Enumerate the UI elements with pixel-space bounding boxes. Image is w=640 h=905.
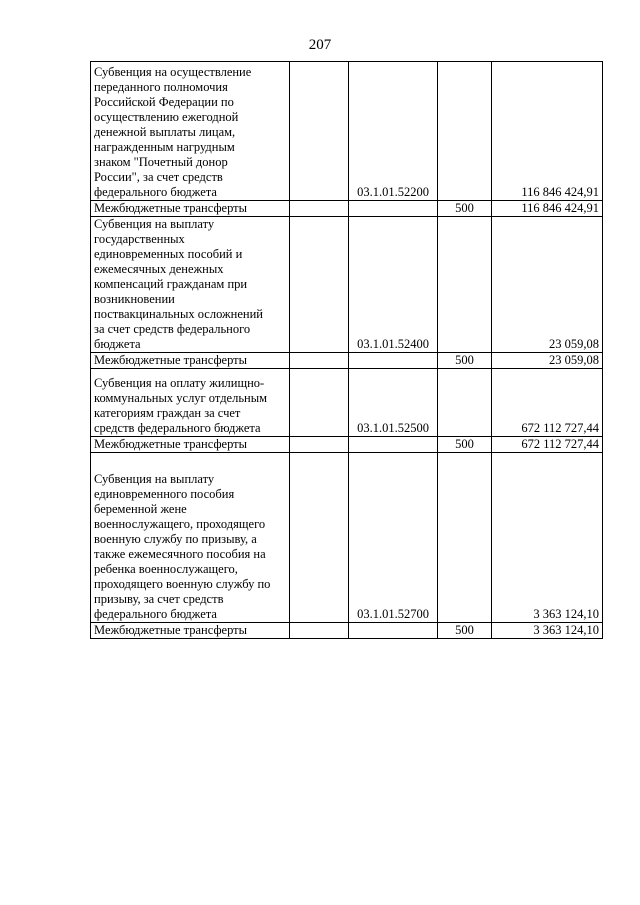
expense-type-cell bbox=[438, 369, 492, 437]
amount-cell: 116 846 424,91 bbox=[492, 62, 603, 201]
row-name-cell bbox=[91, 217, 290, 353]
row-name-cell bbox=[91, 369, 290, 437]
table-row bbox=[91, 623, 603, 639]
amount-cell: 23 059,08 bbox=[492, 217, 603, 353]
target-code-cell: 03.1.01.52700 bbox=[349, 453, 438, 623]
row-name: Субвенция на оплату жилищно- коммунальных услуг отдельным категориям граждан за счет средств федерального бюджета bbox=[94, 376, 268, 435]
target-code-cell: 03.1.01.52500 bbox=[349, 369, 438, 437]
row-name-cell bbox=[91, 62, 290, 201]
row-name-cell bbox=[91, 353, 290, 369]
expense-type-cell bbox=[438, 217, 492, 353]
empty-cell bbox=[290, 62, 349, 201]
target-code-cell: 03.1.01.52200 bbox=[349, 62, 438, 201]
budget-table bbox=[90, 61, 603, 639]
target-code-cell bbox=[349, 623, 438, 639]
row-name-cell bbox=[91, 201, 290, 217]
expense-type-cell: 500 bbox=[438, 623, 492, 639]
row-name-cell bbox=[91, 437, 290, 453]
row-name: Межбюджетные трансферты bbox=[94, 437, 248, 451]
row-name: Субвенция на выплату единовременного пособия беременной жене военнослужащего, проходящего военную службу по призыву, а также ежемесячного пособия на ребенка военнослужащего, проходящего военную службу по призыву, за счет средств федерального бюджета bbox=[94, 472, 271, 621]
expense-type-cell bbox=[438, 62, 492, 201]
expense-type-cell: 500 bbox=[438, 353, 492, 369]
row-name: Субвенция на выплату государственных единовременных пособий и ежемесячных денежных компенсаций гражданам при возникновении поствакцинальных осложнений за счет средств федерального бюджета bbox=[94, 217, 263, 351]
row-name: Межбюджетные трансферты bbox=[94, 353, 248, 367]
row-name-cell bbox=[91, 623, 290, 639]
table-row bbox=[91, 453, 603, 623]
empty-cell bbox=[290, 353, 349, 369]
amount-cell: 672 112 727,44 bbox=[492, 369, 603, 437]
empty-cell bbox=[290, 201, 349, 217]
empty-cell bbox=[290, 217, 349, 353]
empty-cell bbox=[290, 369, 349, 437]
target-code-cell: 03.1.01.52400 bbox=[349, 217, 438, 353]
table-row bbox=[91, 437, 603, 453]
table-row bbox=[91, 201, 603, 217]
row-name: Межбюджетные трансферты bbox=[94, 623, 248, 637]
page-number: 207 bbox=[308, 37, 332, 53]
amount-cell: 3 363 124,10 bbox=[492, 453, 603, 623]
target-code-cell bbox=[349, 201, 438, 217]
row-name-cell bbox=[91, 453, 290, 623]
expense-type-cell: 500 bbox=[438, 437, 492, 453]
amount-cell: 672 112 727,44 bbox=[492, 437, 603, 453]
empty-cell bbox=[290, 437, 349, 453]
table-row bbox=[91, 62, 603, 201]
target-code-cell bbox=[349, 437, 438, 453]
table-row bbox=[91, 369, 603, 437]
expense-type-cell bbox=[438, 453, 492, 623]
table-row bbox=[91, 353, 603, 369]
row-name: Межбюджетные трансферты bbox=[94, 201, 248, 215]
empty-cell bbox=[290, 623, 349, 639]
table-row bbox=[91, 217, 603, 353]
row-name: Субвенция на осуществление переданного полномочия Российской Федерации по осуществлению ежегодной денежной выплаты лицам, награжденным нагрудным знаком "Почетный донор России", за счет средств федерального бюджета bbox=[94, 65, 252, 199]
amount-cell: 23 059,08 bbox=[492, 353, 603, 369]
expense-type-cell: 500 bbox=[438, 201, 492, 217]
target-code-cell bbox=[349, 353, 438, 369]
empty-cell bbox=[290, 453, 349, 623]
amount-cell: 3 363 124,10 bbox=[492, 623, 603, 639]
amount-cell: 116 846 424,91 bbox=[492, 201, 603, 217]
